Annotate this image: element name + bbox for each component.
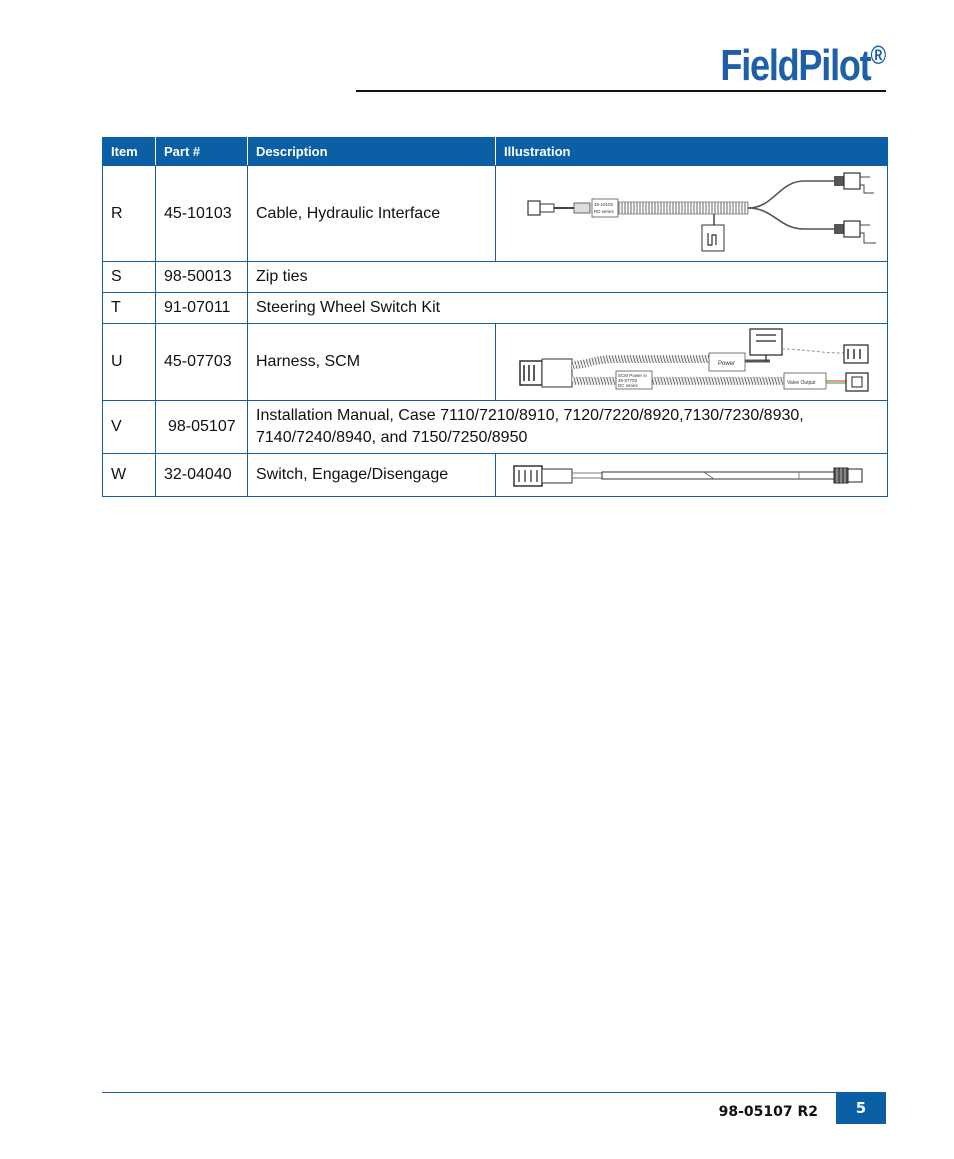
table-row xyxy=(103,401,888,454)
illustration-cell xyxy=(496,166,888,262)
column-header-illustration: Illustration xyxy=(496,138,888,166)
harness-label-power: Power xyxy=(718,360,736,367)
part-cell: 98-05107 xyxy=(156,401,248,454)
harness-label-valve-output: Valve Output xyxy=(787,379,816,386)
description-cell: Zip ties xyxy=(248,262,888,293)
table-row xyxy=(103,454,888,497)
cable-label-part: 45-10103 xyxy=(594,201,614,207)
item-cell: T xyxy=(103,293,156,324)
table-header-row xyxy=(103,138,888,166)
description-cell: Cable, Hydraulic Interface xyxy=(248,166,496,262)
part-cell: 45-10103 xyxy=(156,166,248,262)
scm-harness-illustration xyxy=(504,325,894,400)
parts-table xyxy=(102,137,888,497)
fieldpilot-logo: FieldPilot® xyxy=(720,40,886,90)
item-cell: S xyxy=(103,262,156,293)
item-cell: R xyxy=(103,166,156,262)
table-row xyxy=(103,324,888,401)
description-cell: Steering Wheel Switch Kit xyxy=(248,293,888,324)
part-cell: 91-07011 xyxy=(156,293,248,324)
illustration-cell xyxy=(496,454,888,497)
illustration-cell xyxy=(496,324,888,401)
document-number: 98-05107 R2 xyxy=(718,1104,818,1120)
part-cell: 32-04040 xyxy=(156,454,248,497)
hydraulic-cable-illustration xyxy=(504,167,894,261)
column-header-description: Description xyxy=(248,138,496,166)
table-row xyxy=(103,262,888,293)
cable-label-series: RD series xyxy=(594,208,614,214)
description-cell: Harness, SCM xyxy=(248,324,496,401)
part-cell: 45-07703 xyxy=(156,324,248,401)
item-cell: U xyxy=(103,324,156,401)
description-cell: Installation Manual, Case 7110/7210/8910, 7120/7220/8920,7130/7230/8930, 7140/7240/8940, and 7150/7250/8950 xyxy=(248,401,888,454)
item-cell: W xyxy=(103,454,156,497)
column-header-item: Item xyxy=(103,138,156,166)
table-row xyxy=(103,166,888,262)
page-number: 5 xyxy=(836,1093,886,1124)
item-cell: V xyxy=(103,401,156,454)
header-rule xyxy=(356,90,886,92)
footer-rule xyxy=(102,1092,886,1093)
table-row xyxy=(103,293,888,324)
column-header-part: Part # xyxy=(156,138,248,166)
harness-label-part: 45-07703 xyxy=(618,377,638,383)
harness-label-power-in: SCM Power In xyxy=(618,372,648,378)
part-cell: 98-50013 xyxy=(156,262,248,293)
harness-label-series: DC series xyxy=(618,382,638,388)
description-cell: Switch, Engage/Disengage xyxy=(248,454,496,497)
engage-switch-illustration xyxy=(504,455,894,496)
